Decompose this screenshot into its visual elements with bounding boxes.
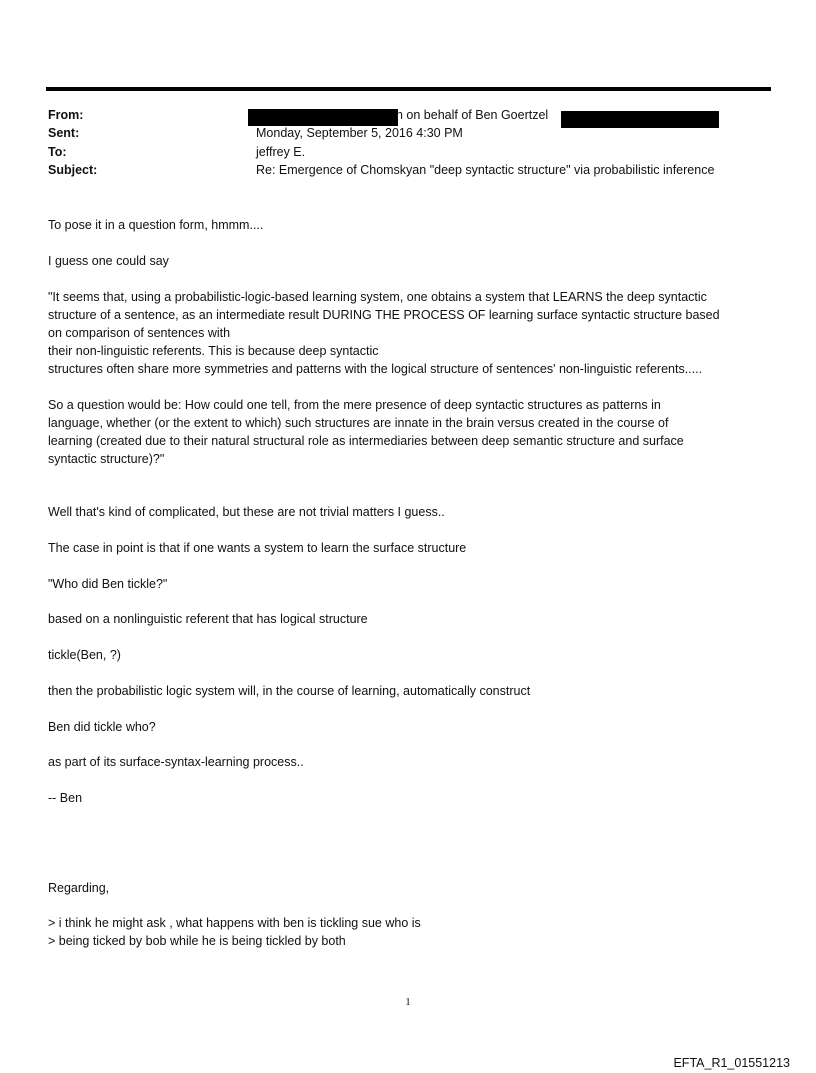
quoted-reply <box>48 914 770 950</box>
text-line: learning (created due to their natural structural role as intermediaries between deep semantic structure and surface <box>48 434 684 448</box>
body-paragraph: To pose it in a question form, hmmm.... <box>48 218 264 232</box>
page-number: 1 <box>405 996 411 1008</box>
body-paragraph: The case in point is that if one wants a system to learn the surface structure <box>48 541 467 555</box>
text-line: structures often share more symmetries and patterns with the logical structure of sentences' non-linguistic referents..... <box>48 362 703 376</box>
document-id: EFTA_R1_01551213 <box>673 1056 790 1070</box>
text-line: So a question would be: How could one tell, from the mere presence of deep syntactic structures as patterns in <box>48 398 661 412</box>
quoted-statement <box>48 288 770 378</box>
body-paragraph: based on a nonlinguistic referent that has logical structure <box>48 612 368 626</box>
sent-value: Monday, September 5, 2016 4:30 PM <box>256 126 463 140</box>
subject-value: Re: Emergence of Chomskyan "deep syntactic structure" via probabilistic inference <box>256 163 715 177</box>
body-paragraph: Regarding, <box>48 881 110 895</box>
redaction-block <box>561 111 719 128</box>
header-divider <box>46 87 771 91</box>
text-line: their non-linguistic referents. This is because deep syntactic <box>48 344 379 358</box>
body-paragraph: I guess one could say <box>48 254 169 268</box>
to-value: jeffrey E. <box>256 145 306 159</box>
question-paragraph <box>48 396 770 468</box>
body-paragraph: as part of its surface-syntax-learning process.. <box>48 755 304 769</box>
body-paragraph: Well that's kind of complicated, but these are not trivial matters I guess.. <box>48 505 445 519</box>
from-value: h on behalf of Ben Goertzel <box>396 108 549 122</box>
body-paragraph: tickle(Ben, ?) <box>48 648 121 662</box>
text-line: syntactic structure)?" <box>48 452 165 466</box>
subject-label: Subject: <box>48 163 98 177</box>
text-line: on comparison of sentences with <box>48 326 231 340</box>
body-paragraph: Ben did tickle who? <box>48 720 156 734</box>
text-line: "It seems that, using a probabilistic-logic-based learning system, one obtains a system that LEARNS the deep syntactic <box>48 290 707 304</box>
to-label: To: <box>48 145 67 159</box>
signature: -- Ben <box>48 791 83 805</box>
text-line: structure of a sentence, as an intermediate result DURING THE PROCESS OF learning surface syntactic structure based <box>48 308 720 322</box>
text-line: language, whether (or the extent to which) such structures are innate in the brain versus created in the course of <box>48 416 669 430</box>
from-label: From: <box>48 108 84 122</box>
body-paragraph: "Who did Ben tickle?" <box>48 577 168 591</box>
redaction-block <box>248 109 398 126</box>
sent-label: Sent: <box>48 126 80 140</box>
body-paragraph: then the probabilistic logic system will, in the course of learning, automatically construct <box>48 684 531 698</box>
text-line: > being ticked by bob while he is being tickled by both <box>48 934 346 948</box>
text-line: > i think he might ask , what happens with ben is tickling sue who is <box>48 916 421 930</box>
